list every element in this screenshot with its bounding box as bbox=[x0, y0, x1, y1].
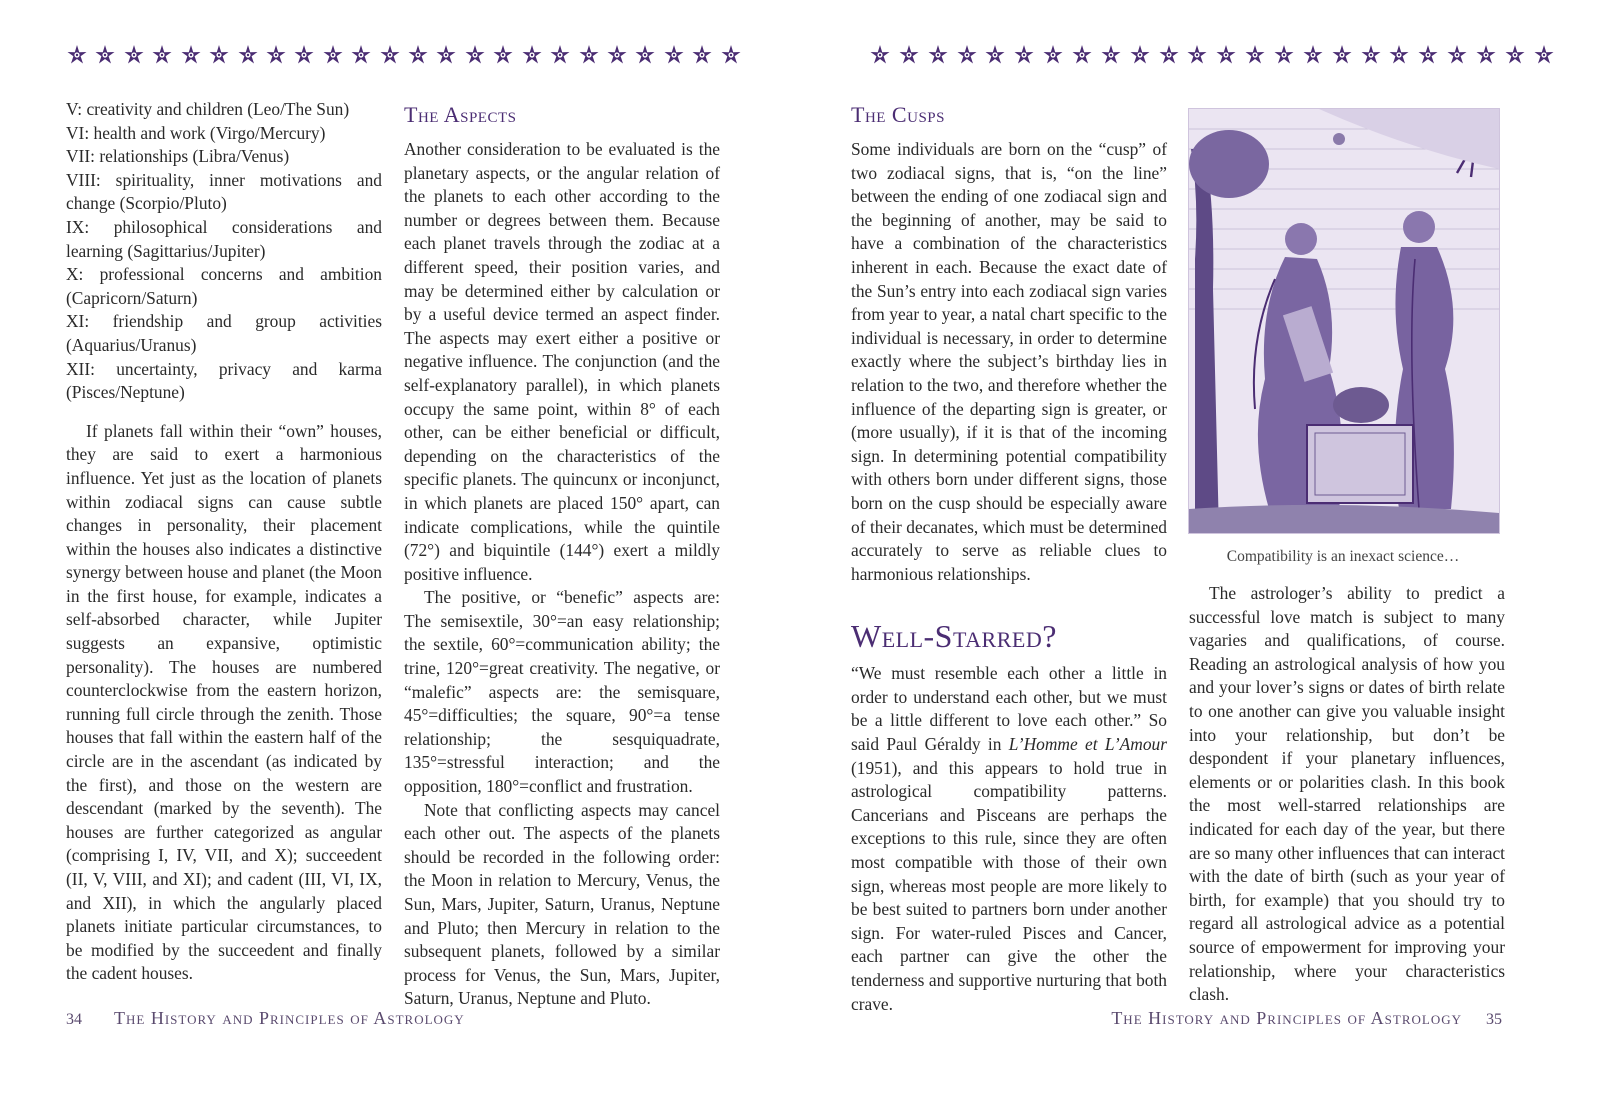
star-ornament-icon bbox=[691, 44, 713, 66]
cusps-paragraph: Some individuals are born on the “cusp” of two zodiacal signs, that is, “on the line” between the ending of one zodiacal sign and the beginning of another, may be said to have a combination of the characteristics inherent in each. Because the exact date of the Sun’s entry into each zodiacal sign varies from year to year, a natal chart specific to the individual is necessary, in order to determine exactly where the subject’s birthday lies in relation to the two, and therefore whether the influence of the departing sign is greater, or (more usually), if it is that of the incoming sign. In determining potential compatibility with others born under different signs, those born on the cusp should be especially aware of their decanates, which must be determined accurately to serve as reliable clues to harmonious relationships. bbox=[851, 139, 1167, 584]
star-ornament-icon bbox=[1186, 44, 1208, 66]
engraving-image bbox=[1188, 108, 1500, 534]
ornament-row bbox=[869, 42, 1555, 68]
houses-paragraph: If planets fall within their “own” houses, they are said to exert a harmonious influence. Yet just as the location of planets within zodiacal signs can cause subtle changes in personality, their placement within the houses also indicates a distinctive synergy between house and planet (the Moon in the first house, for example, indicates a self-absorbed character, while Jupiter suggests an expansive, optimistic personality). The houses are numbered counterclockwise from the eastern horizon, running full circle through the zenith. Those houses that fall within the eastern half of the circle are in the ascendant (as indicated by the first), and those on the western are descendant (marked by the seventh). The houses are further categorized as angular (comprising I, IV, VII, and X); succeedent (II, V, VIII, and XI); and cadent (III, VI, IX, and XII), in which the angularly placed planets initiate particular circumstances, to be modified by the succeedent and finally the cadent houses. bbox=[66, 420, 382, 984]
star-ornament-icon bbox=[869, 44, 891, 66]
wellstarred-paragraph bbox=[851, 662, 1167, 1016]
star-ornament-icon bbox=[237, 44, 259, 66]
star-ornament-icon bbox=[407, 44, 429, 66]
star-ornament-icon bbox=[1388, 44, 1410, 66]
star-ornament-icon bbox=[1475, 44, 1497, 66]
star-ornament-icon bbox=[464, 44, 486, 66]
list-item: XI: friendship and group activities (Aquarius/Uranus) bbox=[66, 311, 382, 355]
star-ornament-icon bbox=[956, 44, 978, 66]
right-text-column bbox=[851, 102, 1167, 1016]
left-column bbox=[66, 98, 382, 986]
star-ornament-icon bbox=[984, 44, 1006, 66]
quote-text: “We must resemble each other a little in order to understand each other, but we must be a little different to love each other.” So said Paul Géraldy in bbox=[851, 663, 1167, 755]
star-ornament-icon bbox=[1100, 44, 1122, 66]
star-ornament-icon bbox=[521, 44, 543, 66]
star-ornament-icon bbox=[435, 44, 457, 66]
star-ornament-icon bbox=[1446, 44, 1468, 66]
star-ornament-icon bbox=[1273, 44, 1295, 66]
star-ornament-icon bbox=[94, 44, 116, 66]
star-ornament-icon bbox=[350, 44, 372, 66]
ornament-row bbox=[66, 42, 742, 68]
running-head: The History and Principles of Astrology bbox=[114, 1008, 465, 1028]
star-ornament-icon bbox=[898, 44, 920, 66]
star-ornament-icon bbox=[1071, 44, 1093, 66]
list-item: VI: health and work (Virgo/Mercury) bbox=[66, 122, 326, 143]
star-ornament-icon bbox=[265, 44, 287, 66]
right-lower-column bbox=[1189, 582, 1505, 1007]
astrologer-paragraph: The astrologer’s ability to predict a successful love match is subject to many vagaries and qualifications, of course. Reading an astrological analysis of how you and your lover’s signs or dates of birth relate to one another can give you valuable insight into your relationship, but don’t be despondent if your planetary influences, elements or or polarities clash. In this book the most well-starred relationships are indicated for each day of the year, but there are so many other influences that can interact with the date of birth (such as your year of birth, for example) that you should try to regard all astrological advice as a potential source of empowerment for improving your relationship, where your characteristics clash. bbox=[1189, 583, 1505, 1005]
star-ornament-icon bbox=[1244, 44, 1266, 66]
left-footer bbox=[66, 1008, 465, 1030]
page-number: 34 bbox=[66, 1011, 82, 1028]
star-ornament-icon bbox=[180, 44, 202, 66]
list-item: VIII: spirituality, inner motivations and change (Scorpio/Pluto) bbox=[66, 169, 382, 214]
star-ornament-icon bbox=[663, 44, 685, 66]
aspects-paragraph: Note that conflicting aspects may cancel each other out. The aspects of the planets should be recorded in the following order: the Moon in relation to Mercury, Venus, the Sun, Mars, Jupiter, Saturn, Uranus, Neptune and Pluto; then Mercury in relation to the subsequent planets, followed by a similar process for Venus, the Sun, Mars, Jupiter, Saturn, Uranus, Neptune and Pluto. bbox=[404, 799, 720, 1009]
star-ornament-icon bbox=[606, 44, 628, 66]
star-ornament-icon bbox=[1042, 44, 1064, 66]
star-ornament-icon bbox=[927, 44, 949, 66]
star-ornament-icon bbox=[1417, 44, 1439, 66]
star-ornament-icon bbox=[379, 44, 401, 66]
page-number: 35 bbox=[1486, 1011, 1502, 1028]
star-ornament-icon bbox=[1158, 44, 1180, 66]
aspects-paragraph: The positive, or “benefic” aspects are: The semisextile, 30°=an easy relationship; the sextile, 60°=communication ability; the trine, 120°=great creativity. The negative, or “malefic” aspects are: the semisquare, 45°=difficulties; the square, 90°=a tense relationship; the sesquiquadrate, 135°=stressful interaction; and the opposition, 180°=conflict and frustration. bbox=[404, 587, 720, 797]
aspects-heading: The Aspects bbox=[404, 102, 517, 127]
star-ornament-icon bbox=[1360, 44, 1382, 66]
star-ornament-icon bbox=[123, 44, 145, 66]
star-ornament-icon bbox=[634, 44, 656, 66]
list-item: VII: relationships (Libra/Venus) bbox=[66, 146, 290, 167]
list-item: X: professional concerns and ambition (Capricorn/Saturn) bbox=[66, 264, 382, 308]
star-ornament-icon bbox=[578, 44, 600, 66]
star-ornament-icon bbox=[66, 44, 88, 66]
star-ornament-icon bbox=[720, 44, 742, 66]
cusps-heading: The Cusps bbox=[851, 102, 945, 127]
engraving-two-women-icon bbox=[1189, 109, 1499, 533]
star-ornament-icon bbox=[293, 44, 315, 66]
list-item: XII: uncertainty, privacy and karma (Pisces/Neptune) bbox=[66, 358, 382, 403]
star-ornament-icon bbox=[1013, 44, 1035, 66]
wellstarred-heading: Well-Starred? bbox=[851, 618, 1057, 655]
star-ornament-icon bbox=[322, 44, 344, 66]
running-head: The History and Principles of Astrology bbox=[1111, 1008, 1462, 1028]
list-item: V: creativity and children (Leo/The Sun) bbox=[66, 99, 350, 119]
star-ornament-icon bbox=[1302, 44, 1324, 66]
right-page bbox=[800, 0, 1600, 1093]
star-ornament-icon bbox=[151, 44, 173, 66]
star-ornament-icon bbox=[1331, 44, 1353, 66]
star-ornament-icon bbox=[492, 44, 514, 66]
aspects-paragraph: Another consideration to be evaluated is the planetary aspects, or the angular relation of the planets to each other according to the number or degrees between them. Because each planet travels through the zodiac at a different speed, their position varies, and may be determined either by calculation or by a useful device termed an aspect finder. The aspects may exert either a positive or negative influence. The conjunction (and the self-explanatory parallel), in which planets occupy the same point, within 8° of each other, can be either beneficial or difficult, depending on the characteristics of the specific planets. The quincunx or inconjunct, in which planets are placed 150° apart, can indicate complications, while the quintile (72°) and biquintile (144°) exert a mildly positive influence. bbox=[404, 139, 720, 584]
star-ornament-icon bbox=[1215, 44, 1237, 66]
list-item: IX: philosophical considerations and learning (Sagittarius/Jupiter) bbox=[66, 216, 382, 261]
quote-continuation: (1951), and this appears to hold true in astrological compatibility patterns. Cancerians and Pisceans are perhaps the exceptions to this rule, since they are often most compatible with those of their own sign, whereas most people are more likely to be best suited to partners born under another sign. For water-ruled Pisces and Cancer, each partner can give the other the tenderness and supportive nurturing that both crave. bbox=[851, 757, 1167, 1014]
star-ornament-icon bbox=[1504, 44, 1526, 66]
star-ornament-icon bbox=[549, 44, 571, 66]
star-ornament-icon bbox=[208, 44, 230, 66]
houses-list bbox=[66, 98, 382, 405]
middle-column bbox=[404, 102, 720, 1011]
right-footer bbox=[1111, 1008, 1502, 1030]
star-ornament-icon bbox=[1533, 44, 1555, 66]
image-caption: Compatibility is an inexact science… bbox=[1226, 548, 1460, 565]
star-ornament-icon bbox=[1129, 44, 1151, 66]
book-title: L’Homme et L’Amour bbox=[1008, 734, 1168, 755]
